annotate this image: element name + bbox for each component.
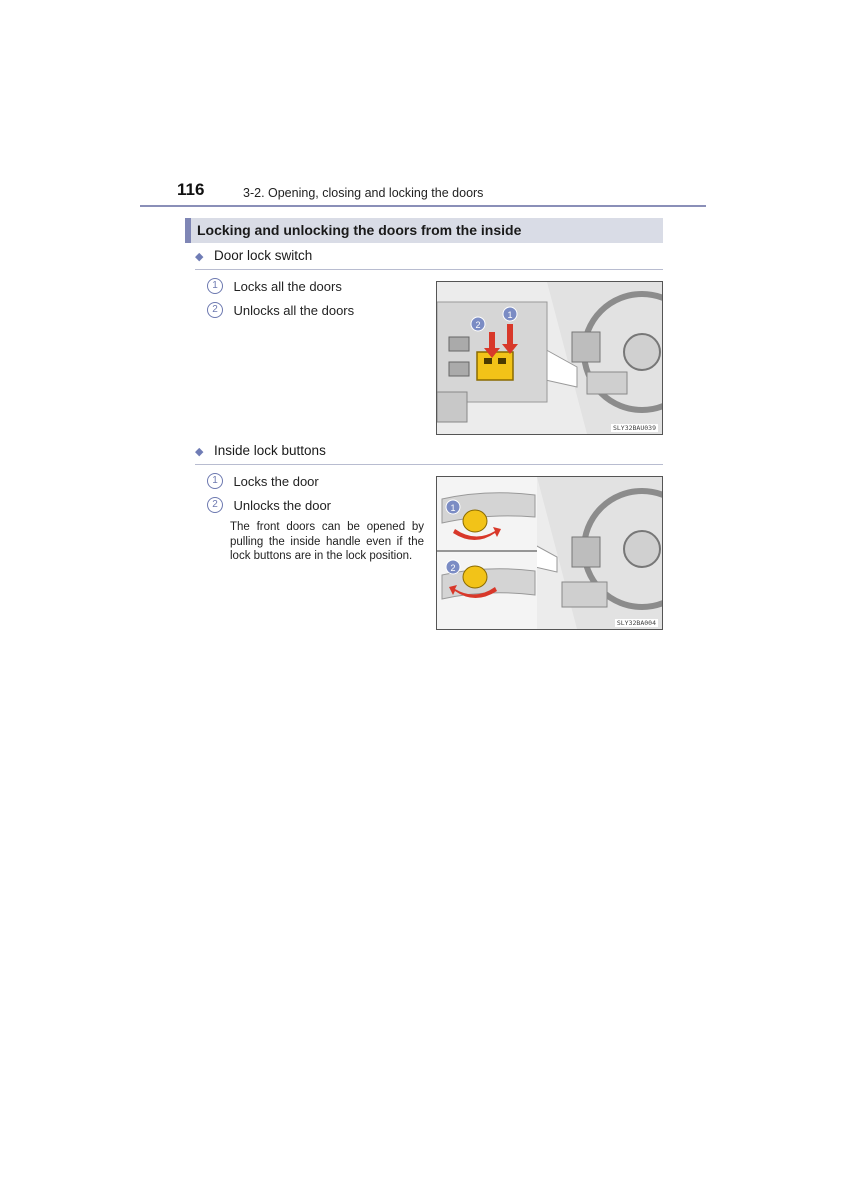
circled-number: 2 (207, 302, 223, 318)
inside-lock-buttons-drawing (437, 477, 662, 629)
list-item-label: Unlocks all the doors (233, 303, 355, 318)
list-item-label: Locks the door (233, 474, 319, 489)
subheading-label: Door lock switch (214, 248, 313, 263)
svg-text:2: 2 (475, 320, 481, 330)
image-code: SLY32BAU039 (612, 424, 656, 432)
diamond-bullet-icon: ◆ (195, 446, 204, 458)
list-item-label: Locks all the doors (233, 279, 342, 294)
list-item (207, 302, 354, 320)
diamond-bullet-icon: ◆ (195, 251, 204, 263)
subheading-label: Inside lock buttons (214, 443, 326, 458)
inside-lock-buttons-illustration (436, 476, 663, 630)
door-lock-switch-drawing (437, 282, 662, 434)
list-item-label: Unlocks the door (233, 498, 332, 513)
subheading-inside-lock-buttons (195, 443, 663, 465)
svg-text:1: 1 (507, 310, 513, 320)
header-rule (140, 205, 706, 207)
list-item (207, 497, 331, 515)
subheading-door-lock-switch (195, 248, 663, 270)
circled-number: 1 (207, 278, 223, 294)
svg-text:1: 1 (450, 503, 456, 513)
note-text: The front doors can be opened by pulling the inside handle even if the lock buttons are in the lock position. (230, 521, 424, 562)
image-code: SLY32BA004 (616, 619, 656, 627)
circled-number: 2 (207, 497, 223, 513)
section-title-bar (185, 218, 663, 243)
circled-number: 1 (207, 473, 223, 489)
list-item (207, 473, 319, 491)
svg-text:2: 2 (450, 563, 456, 573)
section-title: Locking and unlocking the doors from the inside (197, 222, 522, 238)
list-item (207, 278, 342, 296)
door-lock-switch-illustration (436, 281, 663, 435)
page-number: 116 (177, 180, 205, 199)
chapter-title: 3-2. Opening, closing and locking the doors (243, 186, 484, 200)
